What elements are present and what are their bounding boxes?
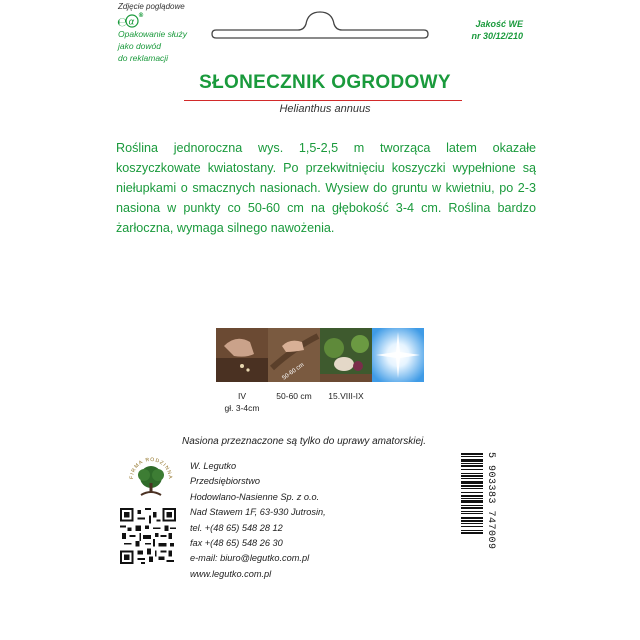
- barcode-bar: [461, 511, 483, 512]
- company-type: Przedsiębiorstwo: [190, 476, 260, 487]
- svg-text:℮: ℮: [117, 15, 128, 29]
- company-legal-name: Hodowlano-Nasienne Sp. z o.o.: [190, 491, 320, 502]
- barcode-bar: [461, 475, 483, 477]
- quality-line: Jakość WE: [475, 19, 523, 29]
- barcode-bar: [461, 478, 483, 479]
- sowing-month: IV: [237, 391, 247, 401]
- barcode-bar: [461, 507, 483, 509]
- barcode-bar: [461, 520, 483, 522]
- barcode-bar: [461, 530, 483, 531]
- spacing-overlay: 50-60 cm: [281, 362, 306, 382]
- barcode-bar: [461, 495, 483, 497]
- barcode-bar: [461, 505, 483, 506]
- sowing-depth: gł. 3-4cm: [224, 403, 260, 413]
- barcode-bar: [461, 488, 483, 489]
- spacing-photo: [268, 328, 320, 382]
- title-divider: [184, 100, 462, 101]
- company-website: www.legutko.com.pl: [190, 568, 272, 579]
- barcode-bar: [461, 453, 483, 455]
- barcode-bar: [461, 523, 483, 524]
- barcode-bar: [461, 465, 483, 467]
- packaging-note-line: Opakowanie służy: [118, 29, 187, 39]
- latin-name: Helianthus annuus: [279, 103, 371, 115]
- barcode-bar: [461, 485, 483, 487]
- hanger-hole: [210, 0, 430, 52]
- barcode-bar: [461, 456, 483, 457]
- sowing-icons: [216, 328, 424, 382]
- packaging-note-line: jako dowód: [118, 41, 162, 51]
- barcode-bar: [461, 481, 483, 484]
- company-fax: fax +(48 65) 548 26 30: [190, 538, 283, 549]
- barcode-number: 5 903383 747009: [485, 452, 496, 550]
- barcode-bar: [461, 532, 483, 534]
- product-title: SŁONECZNIK OGRODOWY: [199, 72, 451, 93]
- packaging-note-line: do reklamacji: [118, 53, 169, 63]
- barcode-digits: [485, 452, 497, 572]
- company-street: Nad Stawem 1F, 63-930 Jutrosin,: [190, 507, 326, 518]
- svg-text:α: α: [128, 17, 135, 28]
- amateur-disclaimer: Nasiona przeznaczone są tylko do uprawy amatorskiej.: [182, 436, 427, 447]
- sowing-label: [216, 390, 268, 414]
- company-address: [190, 459, 326, 582]
- quality-mark: [471, 18, 523, 42]
- product-description: Roślina jednoroczna wys. 1,5-2,5 m tworząca latem okazałe koszyczkowate kwiatostany. Po przekwitnięciu koszyczki wypełnione są niełupkami o smacznych nasionach. Wysiew do gruntu w kwietniu, po 2-3 nasiona w punkty co 50-60 cm na głębokość 3-4 cm. Roślina bardzo żarłoczna, wymaga silnego nawożenia.: [116, 141, 536, 235]
- spacing-label: 50-60 cm: [276, 391, 312, 401]
- sowing-photo: [216, 328, 268, 382]
- qr-code-icon: [120, 508, 176, 564]
- company-phone: tel. +(48 65) 548 28 12: [190, 522, 283, 533]
- barcode-bar: [461, 517, 483, 519]
- family-company-tree-logo: [127, 455, 175, 503]
- sun-photo: [372, 328, 424, 382]
- svg-text:®: ®: [138, 12, 144, 19]
- barcode-bar: [461, 500, 483, 503]
- barcode-bar: [461, 513, 483, 514]
- barcode-bar: [461, 463, 483, 464]
- barcode-bar: [461, 459, 483, 462]
- barcode-bar: [461, 473, 483, 474]
- logo-text: FIRMA RODZINNA: [128, 456, 174, 480]
- harvest-photo: [320, 328, 372, 382]
- photo-note: Zdjęcie poglądowe: [118, 2, 185, 11]
- barcode-bar: [461, 498, 483, 499]
- estimated-sign-icon: [116, 10, 150, 30]
- company-name: W. Legutko: [190, 461, 237, 471]
- barcode-icon: [461, 452, 483, 572]
- barcode-bar: [461, 526, 483, 527]
- harvest-label: 15.VIII-IX: [328, 391, 364, 401]
- quality-number: nr 30/12/210: [471, 31, 523, 41]
- packaging-note: [118, 28, 218, 64]
- company-email: e-mail: biuro@legutko.com.pl: [190, 553, 310, 564]
- barcode-bar: [461, 492, 483, 493]
- barcode-bar: [461, 469, 483, 470]
